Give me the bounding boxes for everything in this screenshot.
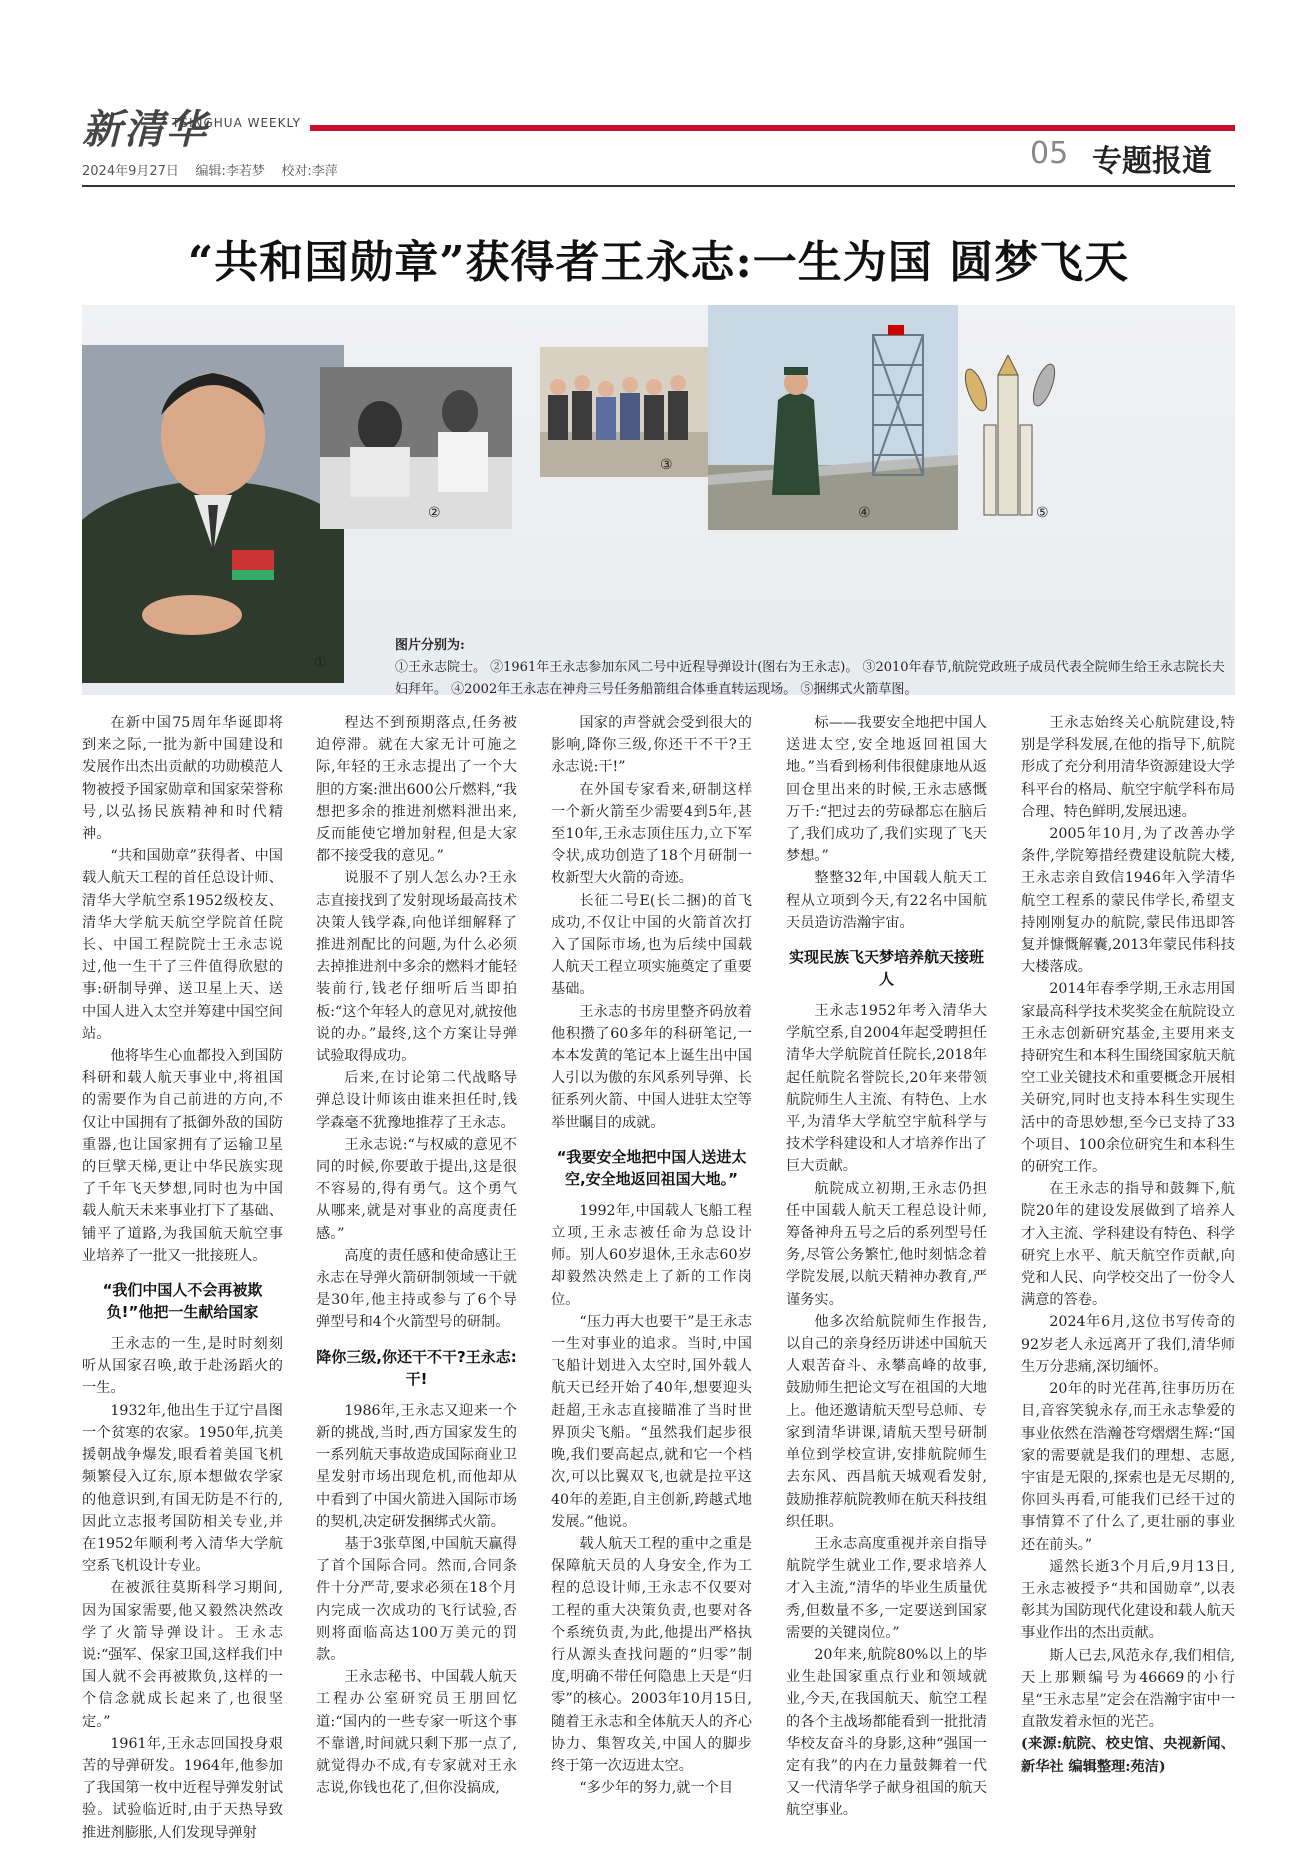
issue-info <box>82 160 338 179</box>
article-column-4 <box>786 712 987 1822</box>
paragraph: 在外国专家看来,研制这样一个新火箭至少需要4到5年,甚至10年,王永志顶住压力,立下军令状,成功创造了18个月研制一枚新型大火箭的奇迹。 <box>551 781 752 887</box>
portrait-illustration <box>82 345 344 683</box>
photo-number-2: ② <box>428 505 441 521</box>
paragraph: 高度的责任感和使命感让王永志在导弹火箭研制领域一干就是30年,他主持或参与了6个导弹型号和4个火箭型号的研制。 <box>316 1247 517 1331</box>
design-team-illustration <box>320 367 512 529</box>
paragraph: 2005年10月,为了改善办学条件,学院筹措经费建设航院大楼,王永志亲自致信1946年入学清华航空工程系的蒙民伟学长,希望支持刚刚复办的航院,蒙民伟迅即答复并慷慨解囊,2013年蒙民伟科技大楼落成。 <box>1021 826 1235 976</box>
paragraph: 基于3张草图,中国航天赢得了首个国际合同。然而,合同条件十分严苛,要求必须在18个月内完成一次成功的飞行试验,否则将面临高达100万美元的罚款。 <box>316 1535 517 1663</box>
paragraph: 王永志的书房里整齐码放着他积攒了60多年的科研笔记,一本本发黄的笔记本上诞生出中国人引以为傲的东风系列导弹、长征系列火箭、中国人进驻太空等举世瞩目的成就。 <box>551 1003 752 1131</box>
paragraph: 在王永志的指导和鼓舞下,航院20年的建设发展做到了培养人才入主流、学科建设有特色、科学研究上水平、航天航空作贡献,向党和人民、向学校交出了一份令人满意的答卷。 <box>1021 1181 1235 1309</box>
paragraph: 王永志高度重视并亲自指导航院学生就业工作,要求培养人才入主流,“清华的毕业生质量优秀,但数量不多,一定要送到国家需要的关键岗位。” <box>786 1535 987 1641</box>
paragraph: 他多次给航院师生作报告,以自己的亲身经历讲述中国航天人艰苦奋斗、永攀高峰的故事,鼓励师生把论文写在祖国的大地上。他还邀请航天型号总师、专家到清华讲课,请航天型号研制单位到学校宣讲,安排航院师生去东风、西昌航天城观看发射,鼓励推荐航院教师在航天科技组织任职。 <box>786 1313 987 1530</box>
masthead-red-bar <box>310 125 1235 131</box>
paragraph: 2014年春季学期,王永志用国家最高科学技术奖奖金在航院设立王永志创新研究基金,主要用来支持研究生和本科生围绕国家航天航空工业关键技术和重要概念开展相关研究,同时也支持本科生实现生活中的奇思妙想,至今已支持了33个项目、100余位研究生和本科生的研究工作。 <box>1021 981 1235 1176</box>
paragraph: 2024年6月,这位书写传奇的92岁老人永远离开了我们,清华师生万分悲痛,深切缅怀。 <box>1021 1314 1235 1375</box>
subheading: “我们中国人不会再被欺负!”他把一生献给国家 <box>102 1281 263 1322</box>
photo-number-1: ① <box>314 655 327 671</box>
paragraph: 长征二号E(长二捆)的首飞成功,不仅让中国的火箭首次打入了国际市场,也为后续中国载人航天工程立项实施奠定了重要基础。 <box>551 892 752 998</box>
paragraph: 说服不了别人怎么办?王永志直接找到了发射现场最高技术决策人钱学森,向他详细解释了推进剂配比的问题,为什么必须去掉推进剂中多余的燃料才能轻装前行,钱老仔细听后当即拍板:“这个年轻人的意见对,就按他说的办。”最终,这个方案让导弹试验取得成功。 <box>316 870 517 1065</box>
masthead-english-name: TSINGHUA WEEKLY <box>172 116 301 130</box>
article-column-3 <box>551 712 752 1799</box>
subheading: “我要安全地把中国人送进太空,安全地返回祖国大地。” <box>556 1147 747 1188</box>
paragraph: 1986年,王永志又迎来一个新的挑战,当时,西方国家发生的一系列航天事故造成国际商业卫星发射市场出现危机,而他却从中看到了中国火箭进入国际市场的契机,决定研发捆绑式火箭。 <box>316 1402 517 1530</box>
photo-number-4: ④ <box>858 505 871 521</box>
paragraph: 后来,在讨论第二代战略导弹总设计师该由谁来担任时,钱学森毫不犹豫地推荐了王永志。 <box>316 1070 517 1131</box>
photo-rocket-sketch <box>958 355 1058 530</box>
subheading: 实现民族飞天梦培养航天接班人 <box>788 948 984 989</box>
header-divider <box>82 185 1235 187</box>
photo-portrait <box>82 345 344 683</box>
paragraph: 整整32年,中国载人航天工程从立项到今天,有22名中国航天员造访浩瀚宇宙。 <box>786 870 987 931</box>
issue-date: 2024年9月27日 <box>82 164 179 179</box>
paragraph: 遥然长逝3个月后,9月13日,王永志被授予“共和国勋章”,以表彰其为国防现代化建设和载人航天事业作出的杰出贡献。 <box>1021 1558 1235 1642</box>
paragraph: “多少年的努力,就一个目 <box>579 1780 734 1797</box>
launch-tower-illustration <box>708 305 958 530</box>
rocket-sketch-illustration <box>958 355 1058 530</box>
masthead-logo: 新清华 <box>82 106 208 153</box>
paragraph: 王永志说:“与权威的意见不同的时候,你要敢于提出,这是很不容易的,得有勇气。这个勇气从哪来,就是对事业的高度责任感。” <box>316 1136 517 1242</box>
paragraph: 国家的声誉就会受到很大的影响,降你三级,你还干不干?王永志说:干!” <box>551 715 752 776</box>
article-column-2 <box>316 712 517 1799</box>
source-credit: (来源:航院、校史馆、央视新闻、新华社 编辑整理:苑洁) <box>1021 1736 1235 1775</box>
paragraph: 在被派往莫斯科学习期间,因为国家需要,他又毅然决然改学了火箭导弹设计。王永志说:“强军、保家卫国,这样我们中国人就不会再被欺负,这样的一个信念就成长起来了,也很坚定。” <box>82 1580 283 1730</box>
group-visit-illustration <box>540 347 708 477</box>
paragraph: 航院成立初期,王永志仍担任中国载人航天工程总设计师,筹备神舟五号之后的系列型号任务,尽管公务繁忙,他时刻惦念着学院发展,以航天精神办教育,严谨务实。 <box>786 1180 987 1308</box>
paragraph: 王永志始终关心航院建设,特别是学科发展,在他的指导下,航院形成了充分利用清华资源建设大学科平台的格局、航空宇航学科布局合理、特色鲜明,发展迅速。 <box>1021 715 1235 820</box>
article-column-1 <box>82 712 283 1844</box>
page-number: 05 <box>1030 136 1069 171</box>
paragraph: 20年的时光荏苒,往事历历在目,音容笑貌永存,而王永志挚爱的事业依然在浩瀚苍穹熠熠生辉:“国家的需要就是我们的理想、志愿,宇宙是无限的,探索也是无尽期的,你回头再看,可能我们已经干过的事情算不了什么了,更壮丽的事业还在前头。” <box>1021 1381 1235 1553</box>
editor-credit: 编辑:李若梦 <box>195 164 265 179</box>
photo-1961-design <box>320 367 512 529</box>
paragraph: 王永志的一生,是时时刻刻听从国家召唤,敢于赴汤蹈火的一生。 <box>82 1336 283 1397</box>
paragraph: 1932年,他出生于辽宁昌图一个贫寒的农家。1950年,抗美援朝战争爆发,眼看着美国飞机频繁侵入辽东,原本想做农学家的他意识到,有国无防是不行的,因此立志报考国防相关专业,并在1952年顺利考入清华大学航空系飞机设计专业。 <box>82 1402 283 1575</box>
paragraph: 1992年,中国载人飞船工程立项,王永志被任命为总设计师。别人60岁退休,王永志60岁却毅然决然走上了新的工作岗位。 <box>551 1202 752 1308</box>
caption-label: 图片分别为: <box>395 638 465 653</box>
paragraph: 载人航天工程的重中之重是保障航天员的人身安全,作为工程的总设计师,王永志不仅要对工程的重大决策负责,也要对各个系统负责,为此,他提出严格执行从源头查找问题的“归零”制度,明确不带任何隐患上天是“归零”的核心。2003年10月15日,随着王永志和全体航天人的齐心协力、集智攻关,中国人的脚步终于第一次迈进太空。 <box>551 1535 752 1774</box>
paragraph: “压力再大也要干”是王永志一生对事业的追求。当时,中国飞船计划进入太空时,国外载人航天已经开始了40年,想要迎头赶超,王永志直接瞄准了当时世界顶尖飞船。“虽然我们起步很晚,我们要高起点,就和它一个档次,可以比翼双飞,也就是拉平这40年的差距,自主创新,跨越式地发展。”他说。 <box>551 1313 752 1530</box>
photo-number-5: ⑤ <box>1036 505 1049 521</box>
paragraph: 他将毕生心血都投入到国防科研和载人航天事业中,将祖国的需要作为自己前进的方向,不仅让中国拥有了抵御外敌的国防重器,也让国家拥有了运输卫星的巨擘天梯,更让中华民族实现了千年飞天梦想,同时也为中国载人航天未来事业打下了基础、铺平了道路,为我国航天航空事业培养了一批又一批接班人。 <box>82 1048 283 1264</box>
paragraph: 程达不到预期落点,任务被迫停滞。就在大家无计可施之际,年轻的王永志提出了一个大胆的方案:泄出600公斤燃料,“我想把多余的推进剂燃料泄出来,反而能使它增加射程,但是大家都不接受我的意见。” <box>316 715 517 865</box>
paragraph: “共和国勋章”获得者、中国载人航天工程的首任总设计师、清华大学航空系1952级校友、清华大学航天航空学院首任院长、中国工程院院士王永志说过,他一生干了三件值得欣慰的事:研制导弹、送卫星上天、送中国人进入太空并筹建中国空间站。 <box>82 848 283 1042</box>
article-title: “共和国勋章”获得者王永志:一生为国 圆梦飞天 <box>187 237 1130 288</box>
paragraph: 20年来,航院80%以上的毕业生赴国家重点行业和领域就业,今天,在我国航天、航空工程的各个主战场都能看到一批批清华校友奋斗的身影,这种“强国一定有我”的内在力量鼓舞着一代又一代清华学子献身祖国的航天航空事业。 <box>786 1646 987 1819</box>
photo-2010-visit <box>540 347 708 477</box>
paragraph: 王永志1952年考入清华大学航空系,自2004年起受聘担任清华大学航院首任院长,2018年起任航院名誉院长,20年来带领航院师生人主流、有特色、上水平,为清华大学航空宇航科学与技术学科建设和人才培养作出了巨大贡献。 <box>786 1003 987 1175</box>
photo-number-3: ③ <box>660 457 673 473</box>
paragraph: 1961年,王永志回国投身艰苦的导弹研发。1964年,他参加了我国第一枚中近程导弹发射试验。试验临近时,由于天热导致推进剂膨胀,人们发现导弹射 <box>82 1735 283 1841</box>
paragraph: 标——我要安全地把中国人送进太空,安全地返回祖国大地。”当看到杨利伟很健康地从返回仓里出来的时候,王永志感慨万千:“把过去的劳碌都忘在脑后了,我们成功了,我们实现了飞天梦想。” <box>786 715 987 865</box>
photo-2002-shenzhou <box>708 305 958 530</box>
caption-text: ①王永志院士。 ②1961年王永志参加东风二号中近程导弹设计(图右为王永志)。 ③2010年春节,航院党政班子成员代表全院师生给王永志院长夫妇拜年。 ④2002年王永志在神舟三号任务船箭组合体垂直转运现场。 ⑤捆绑式火箭草图。 <box>395 660 1225 697</box>
article-column-5 <box>1021 712 1235 1778</box>
section-name: 专题报道 <box>1092 144 1212 179</box>
proofreader-credit: 校对:李萍 <box>281 164 338 179</box>
paragraph: 在新中国75周年华诞即将到来之际,一批为新中国建设和发展作出杰出贡献的功勋模范人物被授予国家勋章和国家荣誉称号,以弘扬民族精神和时代精神。 <box>82 715 283 843</box>
subheading: 降你三级,你还干不干?王永志:干! <box>316 1347 517 1388</box>
paragraph: 王永志秘书、中国载人航天工程办公室研究员王朋回忆道:“国内的一些专家一听这个事不靠谱,时间就只剩下那一点了,就觉得办不成,有专家就对王永志说,你钱也花了,但你没搞成, <box>316 1669 517 1797</box>
paragraph: 斯人已去,风范永存,我们相信,天上那颗编号为46669的小行星“王永志星”定会在浩瀚宇宙中一直散发着永恒的光芒。 <box>1021 1647 1235 1731</box>
photo-caption <box>395 635 1235 701</box>
